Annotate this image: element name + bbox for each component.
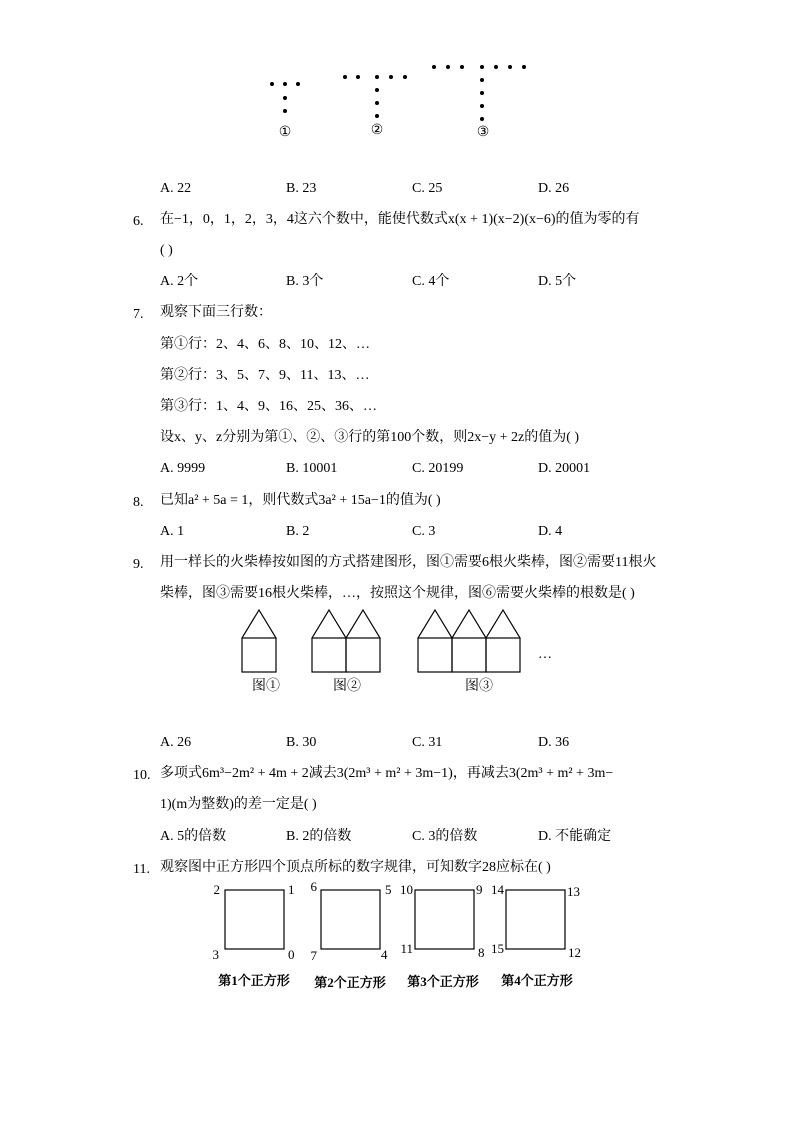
q9-stem-line1: 用一样长的火柴棒按如图的方式搭建图形，图①需要6根火柴棒，图②需要11根火 <box>160 555 657 570</box>
q5-option-b[interactable]: B. 23 <box>286 181 317 196</box>
q8-option-b[interactable]: B. 2 <box>286 524 310 539</box>
q7-row-1: 第①行：2、4、6、8、10、12、… <box>160 337 370 352</box>
square-2 <box>321 890 380 949</box>
matchstick-label-1: 图① <box>252 679 280 694</box>
square-4-top-left: 14 <box>491 882 504 897</box>
q8-option-c[interactable]: C. 3 <box>412 524 436 539</box>
square-3-bottom-left: 11 <box>400 941 413 956</box>
q7-option-a[interactable]: A. 9999 <box>160 461 206 476</box>
square-4-bottom-right: 12 <box>568 945 581 960</box>
square-2-top-right: 5 <box>385 882 392 897</box>
q5-option-c[interactable]: C. 25 <box>412 181 443 196</box>
dot-pattern-figure <box>0 0 794 150</box>
square-4-caption: 第4个正方形 <box>501 973 573 988</box>
q11-stem-line1: 观察图中正方形四个顶点所标的数字规律，可知数字28应标在( ) <box>160 860 551 875</box>
q7-option-b[interactable]: B. 10001 <box>286 461 338 476</box>
q6-option-a[interactable]: A. 2个 <box>160 274 199 289</box>
q6-number: 6. <box>133 214 144 229</box>
q5-option-d[interactable]: D. 26 <box>538 181 570 196</box>
q8-option-d[interactable]: D. 4 <box>538 524 563 539</box>
numbered-squares-figure <box>0 875 794 1000</box>
q7-stem-line1: 观察下面三行数： <box>160 305 272 320</box>
square-3-caption: 第3个正方形 <box>407 974 479 989</box>
q6-option-c[interactable]: C. 4个 <box>412 274 450 289</box>
q9-option-b[interactable]: B. 30 <box>286 735 317 750</box>
q9-stem-line2: 柴棒，图③需要16根火柴棒，…，按照这个规律，图⑥需要火柴棒的根数是( ) <box>160 586 635 601</box>
square-1-bottom-left: 3 <box>212 947 219 962</box>
square-2-caption: 第2个正方形 <box>314 975 386 990</box>
q9-option-c[interactable]: C. 31 <box>412 735 443 750</box>
q7-row-3: 第③行：1、4、9、16、25、36、… <box>160 399 377 414</box>
q6-stem-line2: ( ) <box>160 243 173 258</box>
dot-pattern-label-1: ① <box>278 125 292 140</box>
square-2-top-left: 6 <box>310 879 317 894</box>
dot-pattern-label-2: ② <box>370 123 384 138</box>
matchstick-figure <box>0 600 794 700</box>
square-1-bottom-right: 0 <box>288 947 295 962</box>
q10-stem-line2: 1)(m为整数)的差一定是( ) <box>160 797 317 812</box>
q6-stem-line1: 在−1，0，1，2，3，4这六个数中，能使代数式x(x + 1)(x−2)(x−6)的值为零的有 <box>160 212 640 227</box>
matchstick-ellipsis: … <box>538 647 552 662</box>
q8-number: 8. <box>133 495 144 510</box>
q10-stem-line1: 多项式6m³−2m² + 4m + 2减去3(2m³ + m² + 3m−1)，再减去3(2m³ + m² + 3m− <box>160 766 614 781</box>
q8-option-a[interactable]: A. 1 <box>160 524 185 539</box>
q9-option-d[interactable]: D. 36 <box>538 735 570 750</box>
square-1-top-right: 1 <box>288 882 295 897</box>
q10-option-c[interactable]: C. 3的倍数 <box>412 829 478 844</box>
matchstick-figure-1 <box>242 610 276 672</box>
dot-pattern-label-3: ③ <box>476 125 490 140</box>
q10-option-b[interactable]: B. 2的倍数 <box>286 829 352 844</box>
square-4-bottom-left: 15 <box>491 941 504 956</box>
q6-option-b[interactable]: B. 3个 <box>286 274 324 289</box>
q7-row-2: 第②行：3、5、7、9、11、13、… <box>160 368 370 383</box>
square-4 <box>506 890 565 949</box>
q10-number: 10. <box>133 768 151 783</box>
matchstick-figure-3 <box>418 610 520 672</box>
matchstick-figure-2 <box>312 610 380 672</box>
square-1-top-left: 2 <box>213 882 220 897</box>
matchstick-label-2: 图② <box>333 679 361 694</box>
dot-pattern-1 <box>270 82 300 113</box>
square-2-bottom-left: 7 <box>310 948 317 963</box>
q7-option-d[interactable]: D. 20001 <box>538 461 591 476</box>
q7-stem-line5: 设x、y、z分别为第①、②、③行的第100个数，则2x−y + 2z的值为( ) <box>160 430 580 445</box>
q8-stem-line1: 已知a² + 5a = 1，则代数式3a² + 15a−1的值为( ) <box>160 493 441 508</box>
square-2-bottom-right: 4 <box>381 947 388 962</box>
q9-option-a[interactable]: A. 26 <box>160 735 192 750</box>
square-3-top-right: 9 <box>476 882 483 897</box>
q6-option-d[interactable]: D. 5个 <box>538 274 577 289</box>
dot-pattern-3 <box>432 65 526 121</box>
square-1-caption: 第1个正方形 <box>218 973 290 988</box>
square-3-bottom-right: 8 <box>478 945 485 960</box>
matchstick-label-3: 图③ <box>465 679 493 694</box>
square-3 <box>415 890 474 949</box>
square-3-top-left: 10 <box>400 882 413 897</box>
square-1 <box>225 890 284 949</box>
q11-number: 11. <box>133 862 150 877</box>
square-4-top-right: 13 <box>567 884 580 899</box>
q9-number: 9. <box>133 557 144 572</box>
dot-pattern-2 <box>343 75 407 118</box>
q7-option-c[interactable]: C. 20199 <box>412 461 464 476</box>
q7-number: 7. <box>133 307 144 322</box>
q5-option-a[interactable]: A. 22 <box>160 181 192 196</box>
q10-option-d[interactable]: D. 不能确定 <box>538 829 612 844</box>
q10-option-a[interactable]: A. 5的倍数 <box>160 829 227 844</box>
